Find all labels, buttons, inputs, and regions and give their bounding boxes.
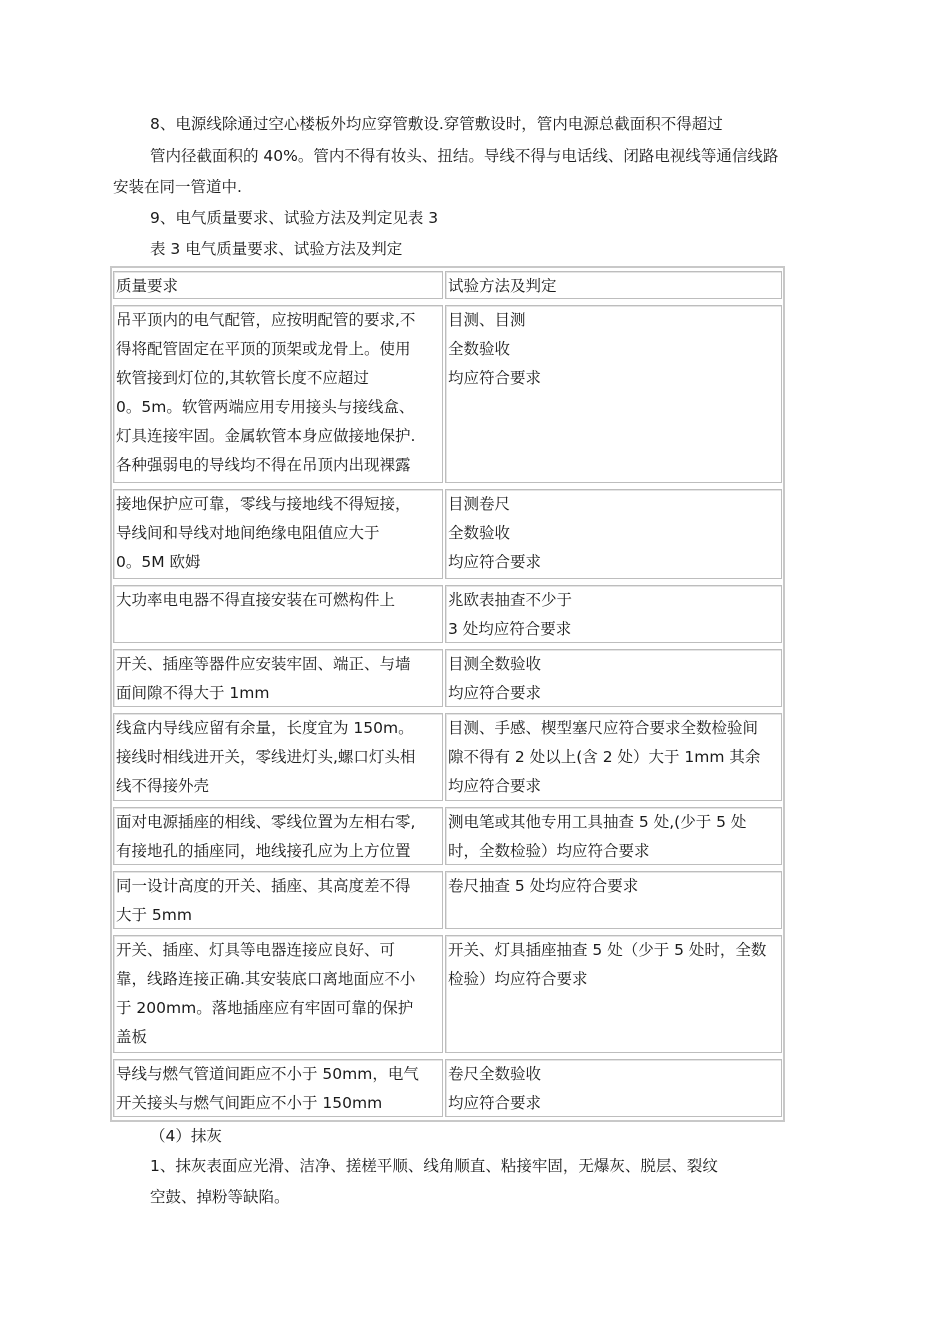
method-line: 兆欧表抽查不少于 xyxy=(448,591,573,609)
method-cell xyxy=(445,585,782,643)
method-cell xyxy=(445,807,782,865)
method-line: 均应符合要求 xyxy=(448,684,542,702)
table-row xyxy=(112,710,783,804)
table-row xyxy=(112,804,783,868)
method-line: 测电笔或其他专用工具抽查 5 处,(少于 5 处 xyxy=(448,813,747,831)
method-line: 目测、手感、楔型塞尺应符合要求全数检验间 xyxy=(448,719,759,737)
quality-cell xyxy=(113,1059,443,1117)
quality-line: 灯具连接牢固。金属软管本身应做接地保护. xyxy=(116,427,416,445)
table-row xyxy=(112,582,783,646)
quality-line: 开关、插座等器件应安装牢固、端正、与墙 xyxy=(116,655,411,673)
method-line: 隙不得有 2 处以上(含 2 处）大于 1mm 其余 xyxy=(448,748,761,766)
method-cell xyxy=(445,871,782,929)
quality-line: 各种强弱电的导线均不得在吊顶内出现裸露 xyxy=(116,456,411,474)
quality-cell xyxy=(113,585,443,643)
table-header-row xyxy=(112,268,783,302)
quality-line: 盖板 xyxy=(116,1028,148,1046)
quality-line: 吊平顶内的电气配管，应按明配管的要求,不 xyxy=(116,311,416,329)
paragraph-8-line-3: 安装在同一管道中. xyxy=(113,178,242,196)
table-caption: 表 3 电气质量要求、试验方法及判定 xyxy=(150,240,403,258)
method-line: 3 处均应符合要求 xyxy=(448,620,572,638)
table-row xyxy=(112,302,783,486)
table-row xyxy=(112,868,783,932)
method-line: 均应符合要求 xyxy=(448,777,542,795)
paragraph-9: 9、电气质量要求、试验方法及判定见表 3 xyxy=(150,209,439,227)
quality-line: 大于 5mm xyxy=(116,906,192,924)
table-row xyxy=(112,486,783,582)
method-cell xyxy=(445,713,782,801)
method-cell xyxy=(445,1059,782,1117)
method-line: 全数验收 xyxy=(448,524,511,542)
header-quality: 质量要求 xyxy=(116,277,179,295)
quality-line: 同一设计高度的开关、插座、其高度差不得 xyxy=(116,877,411,895)
header-cell-method xyxy=(445,271,782,299)
table-row xyxy=(112,1056,783,1120)
method-line: 目测全数验收 xyxy=(448,655,542,673)
section-paragraph-line-2: 空鼓、掉粉等缺陷。 xyxy=(150,1188,290,1206)
quality-line: 开关接头与燃气间距应不小于 150mm xyxy=(116,1094,383,1112)
quality-cell xyxy=(113,489,443,579)
quality-line: 接地保护应可靠，零线与接地线不得短接， xyxy=(116,495,411,513)
table-row xyxy=(112,646,783,710)
quality-line: 0。5M 欧姆 xyxy=(116,553,201,571)
quality-line: 接线时相线进开关，零线进灯头,螺口灯头相 xyxy=(116,748,416,766)
paragraph-8-line-1: 8、电源线除通过空心楼板外均应穿管敷设.穿管敷设时，管内电源总截面积不得超过 xyxy=(150,115,723,133)
quality-line: 软管接到灯位的,其软管长度不应超过 xyxy=(116,369,369,387)
quality-cell xyxy=(113,649,443,707)
quality-line: 靠，线路连接正确.其安装底口离地面应不小 xyxy=(116,970,416,988)
table-row xyxy=(112,932,783,1056)
quality-line: 面间隙不得大于 1mm xyxy=(116,684,270,702)
header-method: 试验方法及判定 xyxy=(448,277,557,295)
method-line: 卷尺全数验收 xyxy=(448,1065,542,1083)
method-line: 时，全数检验）均应符合要求 xyxy=(448,842,650,860)
quality-cell xyxy=(113,935,443,1053)
quality-line: 于 200mm。落地插座应有牢固可靠的保护 xyxy=(116,999,414,1017)
quality-line: 大功率电电器不得直接安装在可燃构件上 xyxy=(116,591,396,609)
method-line: 目测、目测 xyxy=(448,311,526,329)
method-line: 均应符合要求 xyxy=(448,369,542,387)
method-cell xyxy=(445,649,782,707)
method-cell xyxy=(445,305,782,483)
quality-line: 有接地孔的插座同，地线接孔应为上方位置 xyxy=(116,842,411,860)
paragraph-8-line-2: 管内径截面积的 40%。管内不得有妆头、扭结。导线不得与电话线、闭路电视线等通信线路 xyxy=(150,147,779,165)
quality-cell xyxy=(113,305,443,483)
method-line: 均应符合要求 xyxy=(448,553,542,571)
method-line: 卷尺抽查 5 处均应符合要求 xyxy=(448,877,639,895)
quality-line: 得将配管固定在平顶的顶架或龙骨上。使用 xyxy=(116,340,411,358)
method-line: 开关、灯具插座抽查 5 处（少于 5 处时，全数 xyxy=(448,941,767,959)
method-cell xyxy=(445,489,782,579)
quality-cell xyxy=(113,871,443,929)
section-paragraph-line-1: 1、抹灰表面应光滑、洁净、搓槎平顺、线角顺直、粘接牢固，无爆灰、脱层、裂纹 xyxy=(150,1157,718,1175)
quality-line: 线不得接外壳 xyxy=(116,777,210,795)
quality-cell xyxy=(113,807,443,865)
quality-line: 开关、插座、灯具等电器连接应良好、可 xyxy=(116,941,396,959)
quality-line: 面对电源插座的相线、零线位置为左相右零, xyxy=(116,813,416,831)
quality-line: 导线间和导线对地间绝缘电阻值应大于 xyxy=(116,524,380,542)
quality-cell xyxy=(113,713,443,801)
method-line: 均应符合要求 xyxy=(448,1094,542,1112)
quality-line: 导线与燃气管道间距应不小于 50mm，电气 xyxy=(116,1065,419,1083)
header-cell-quality xyxy=(113,271,443,299)
quality-table xyxy=(110,266,785,1122)
quality-line: 线盒内导线应留有余量，长度宜为 150m。 xyxy=(116,719,414,737)
section-heading: （4）抹灰 xyxy=(150,1127,222,1145)
method-line: 全数验收 xyxy=(448,340,511,358)
method-line: 检验）均应符合要求 xyxy=(448,970,588,988)
method-line: 目测卷尺 xyxy=(448,495,511,513)
method-cell xyxy=(445,935,782,1053)
quality-line: 0。5m。软管两端应用专用接头与接线盒、 xyxy=(116,398,415,416)
